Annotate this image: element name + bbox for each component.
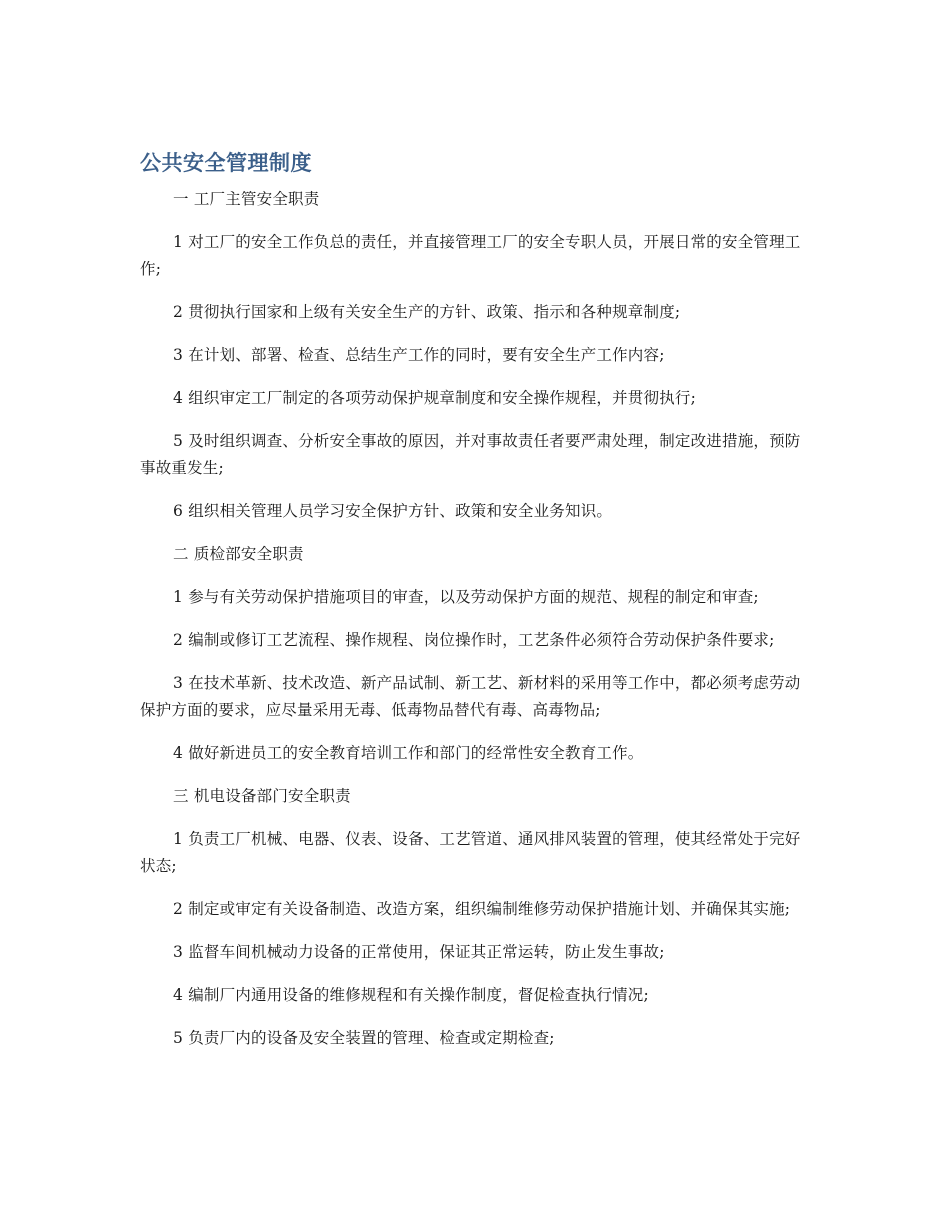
paragraph: 3 监督车间机械动力设备的正常使用，保证其正常运转，防止发生事故; <box>173 943 665 961</box>
section-heading-3: 三 机电设备部门安全职责 <box>173 787 351 805</box>
document-page <box>140 146 805 1068</box>
paragraph: 1 对工厂的安全工作负总的责任，并直接管理工厂的安全专职人员，开展日常的安全管理工作; <box>140 233 801 278</box>
paragraph: 2 贯彻执行国家和上级有关安全生产的方针、政策、指示和各种规章制度; <box>173 303 681 321</box>
paragraph: 1 负责工厂机械、电器、仪表、设备、工艺管道、通风排风装置的管理，使其经常处于完好状态; <box>140 830 801 875</box>
paragraph: 5 负责厂内的设备及安全装置的管理、检查或定期检查; <box>173 1029 555 1047</box>
document-title: 公共安全管理制度 <box>140 151 312 175</box>
paragraph: 5 及时组织调查、分析安全事故的原因，并对事故责任者要严肃处理，制定改进措施，预防事故重发生; <box>140 432 801 477</box>
paragraph: 1 参与有关劳动保护措施项目的审查，以及劳动保护方面的规范、规程的制定和审查; <box>173 588 759 606</box>
paragraph: 3 在计划、部署、检查、总结生产工作的同时，要有安全生产工作内容; <box>173 346 665 364</box>
paragraph: 3 在技术革新、技术改造、新产品试制、新工艺、新材料的采用等工作中，都必须考虑劳动保护方面的要求，应尽量采用无毒、低毒物品替代有毒、高毒物品; <box>140 674 801 719</box>
paragraph: 4 组织审定工厂制定的各项劳动保护规章制度和安全操作规程，并贯彻执行; <box>173 389 697 407</box>
paragraph: 4 做好新进员工的安全教育培训工作和部门的经常性安全教育工作。 <box>173 744 644 762</box>
section-heading-1: 一 工厂主管安全职责 <box>173 190 320 208</box>
paragraph: 4 编制厂内通用设备的维修规程和有关操作制度，督促检查执行情况; <box>173 986 649 1004</box>
paragraph: 6 组织相关管理人员学习安全保护方针、政策和安全业务知识。 <box>173 502 613 520</box>
section-heading-2: 二 质检部安全职责 <box>173 545 304 563</box>
paragraph: 2 制定或审定有关设备制造、改造方案，组织编制维修劳动保护措施计划、并确保其实施; <box>173 900 791 918</box>
paragraph: 2 编制或修订工艺流程、操作规程、岗位操作时，工艺条件必须符合劳动保护条件要求; <box>173 631 775 649</box>
